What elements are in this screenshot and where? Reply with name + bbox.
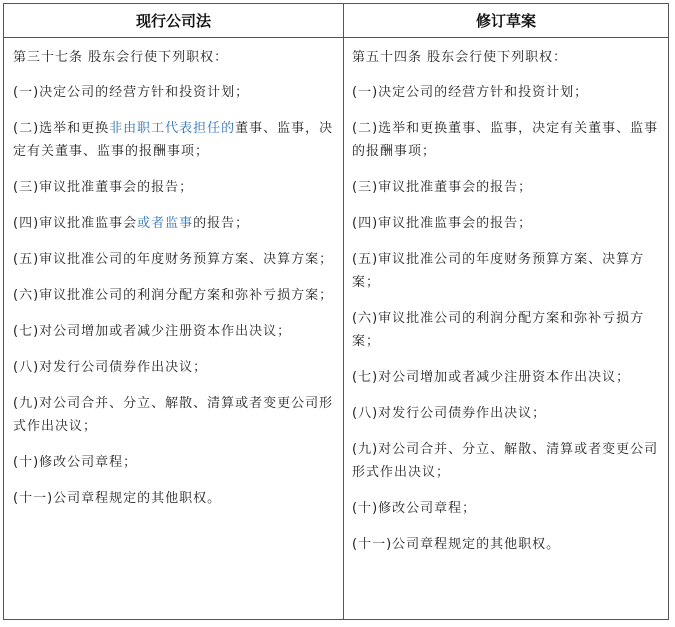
list-item: (十)修改公司章程； <box>352 501 477 516</box>
list-item: (七)对公司增加或者减少注册资本作出决议； <box>352 370 631 385</box>
list-item <box>13 212 337 235</box>
item-text: (二)选举和更换 <box>13 121 110 136</box>
comparison-table <box>3 3 669 620</box>
list-item <box>13 117 337 163</box>
item-text: 董事、监事，决定有关董事、监事的报酬事项； <box>13 121 334 159</box>
item-text: 的报告； <box>193 216 250 231</box>
item-text: (四)审议批准监事会 <box>13 216 138 231</box>
list-item: (十一)公司章程规定的其他职权。 <box>352 537 561 552</box>
highlighted-text: 或者监事 <box>137 216 194 231</box>
highlighted-text: 非由职工代表担任的 <box>109 121 236 136</box>
column-draft-revision <box>344 38 668 619</box>
header-draft-revision: 修订草案 <box>344 4 668 38</box>
column-current-law <box>4 38 344 619</box>
list-item: (十一)公司章程规定的其他职权。 <box>13 491 222 506</box>
article-intro: 第三十七条 股东会行使下列职权： <box>13 50 229 65</box>
list-item: (九)对公司合并、分立、解散、清算或者变更公司形式作出决议； <box>13 396 334 434</box>
list-item: (七)对公司增加或者减少注册资本作出决议； <box>13 324 292 339</box>
list-item: (四)审议批准监事会的报告； <box>352 216 533 231</box>
list-item: (三)审议批准董事会的报告； <box>13 180 194 195</box>
list-item: (八)对发行公司债券作出决议； <box>352 406 547 421</box>
list-item: (五)审议批准公司的年度财务预算方案、决算方案； <box>13 252 334 267</box>
list-item: (一)决定公司的经营方针和投资计划； <box>352 85 589 100</box>
list-item: (一)决定公司的经营方针和投资计划； <box>13 85 250 100</box>
article-intro: 第五十四条 股东会行使下列职权： <box>352 50 568 65</box>
list-item: (六)审议批准公司的利润分配方案和弥补亏损方案； <box>13 288 334 303</box>
list-item: (八)对发行公司债券作出决议； <box>13 360 208 375</box>
list-item: (九)对公司合并、分立、解散、清算或者变更公司形式作出决议； <box>352 442 659 480</box>
list-item: (六)审议批准公司的利润分配方案和弥补亏损方案； <box>352 311 645 349</box>
header-current-law: 现行公司法 <box>4 4 344 38</box>
list-item: (二)选举和更换董事、监事，决定有关董事、监事的报酬事项； <box>352 121 659 159</box>
list-item: (五)审议批准公司的年度财务预算方案、决算方案； <box>352 252 645 290</box>
list-item: (三)审议批准董事会的报告； <box>352 180 533 195</box>
list-item: (十)修改公司章程； <box>13 455 138 470</box>
